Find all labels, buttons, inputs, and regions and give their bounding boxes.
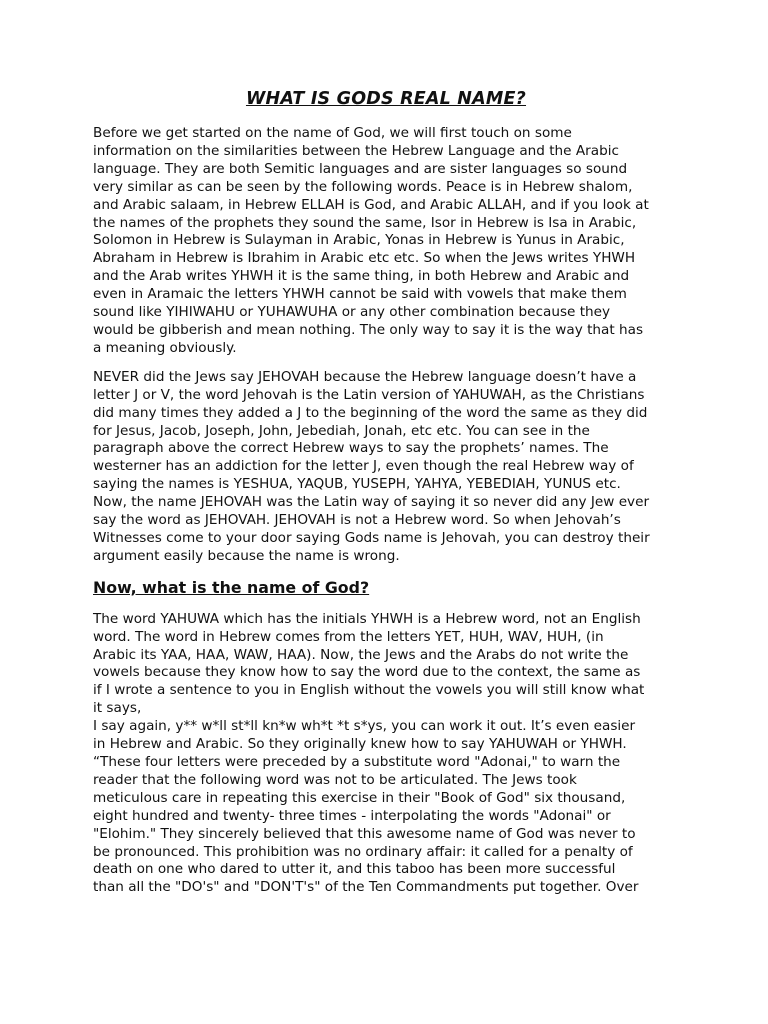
document-page bbox=[93, 88, 679, 897]
paragraph-yahuwa: The word YAHUWA which has the initials YHWH is a Hebrew word, not an English word. The word in Hebrew comes from the letters YET, HUH, WAV, HUH, (in Arabic its YAA, HAA, WAW, HAA). Now, the Jews and the Arabs do not write the vowels because they know how to say the word due to the context, the same as if I wrote a sentence to you in English without the vowels you will still know what it says, I say again, y** w*ll st*ll kn*w wh*t *t s*ys, you can work it out. It’s even easier in Hebrew and Arabic. So they originally knew how to say YAHUWAH or YHWH. “These four letters were preceded by a substitute word "Adonai," to warn the reader that the following word was not to be articulated. The Jews took meticulous care in repeating this exercise in their "Book of God" six thousand, eight hundred and twenty- three times - interpolating the words "Adonai" or "Elohim." They sincerely believed that this awesome name of God was never to be pronounced. This prohibition was no ordinary affair: it called for a penalty of death on one who dared to utter it, and this taboo has been more successful than all the "DO's" and "DON'T's" of the Ten Commandments put together. Over bbox=[93, 610, 645, 896]
paragraph-jehovah: NEVER did the Jews say JEHOVAH because the Hebrew language doesn’t have a letter J or V, the word Jehovah is the Latin version of YAHUWAH, as the Christians did many times they added a J to the beginning of the word the same as they did for Jesus, Jacob, Joseph, John, Jebediah, Jonah, etc etc. You can see in the paragraph above the correct Hebrew ways to say the prophets’ names. The westerner has an addiction for the letter J, even though the real Hebrew way of saying the names is YESHUA, YAQUB, YUSEPH, YAHYA, YEBEDIAH, YUNUS etc. Now, the name JEHOVAH was the Latin way of saying it so never did any Jew ever say the word as JEHOVAH. JEHOVAH is not a Hebrew word. So when Jehovah’s Witnesses come to your door saying Gods name is Jehovah, you can destroy their argument easily because the name is wrong. bbox=[93, 368, 650, 564]
document-title: WHAT IS GODS REAL NAME? bbox=[245, 89, 527, 109]
paragraph-intro: Before we get started on the name of God, we will first touch on some information on the similarities between the Hebrew Language and the Arabic language. They are both Semitic languages and are sister languages so sound very similar as can be seen by the following words. Peace is in Hebrew shalom, and Arabic salaam, in Hebrew ELLAH is God, and Arabic ALLAH, and if you look at the names of the prophets they sound the same, Isor in Hebrew is Isa in Arabic, Solomon in Hebrew is Sulayman in Arabic, Yonas in Hebrew is Yunus in Arabic, Abraham in Hebrew is Ibrahim in Arabic etc etc. So when the Jews writes YHWH and the Arab writes YHWH it is the same thing, in both Hebrew and Arabic and even in Aramaic the letters YHWH cannot be said with vowels that make them sound like YIHIWAHU or YUHAWUHA or any other combination because they would be gibberish and mean nothing. The only way to say it is the way that has a meaning obviously. bbox=[93, 125, 649, 356]
section-heading: Now, what is the name of God? bbox=[93, 577, 370, 597]
